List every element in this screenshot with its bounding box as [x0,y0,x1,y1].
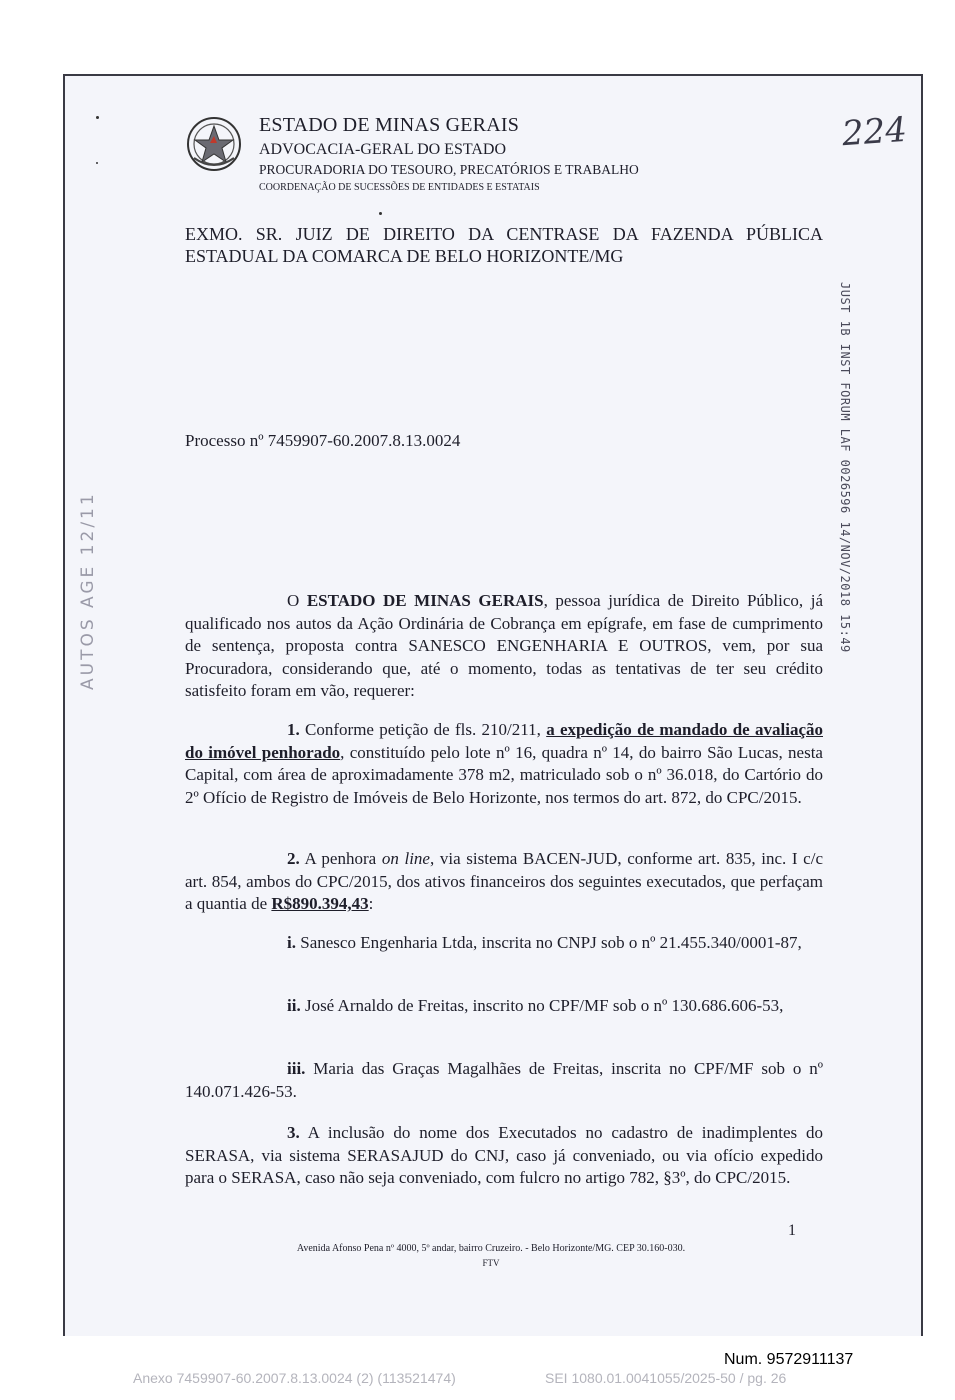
sub-item-i [185,932,823,955]
item-2-online: on line [381,849,430,868]
header-coordination: COORDENAÇÃO DE SUCESSÕES DE ENTIDADES E ESTATAIS [259,182,540,193]
sub-item-iii-number: iii. [287,1059,306,1078]
handwritten-page-number: 224 [840,109,909,155]
footer-initials: FTV [482,1258,500,1268]
item-2-after: : [368,894,374,913]
document-number: Num. 9572911137 [724,1351,854,1368]
sub-item-iii [185,1058,823,1103]
item-2-before: A penhora [299,849,382,868]
item-1-emphasis: a expedição de mandado de avaliação do imóvel penhorado [185,720,823,762]
addressee-line-1: EXMO. SR. JUIZ DE DIREITO DA CENTRASE DA FAZENDA PÚBLICA [185,224,823,244]
sub-item-ii [185,995,823,1018]
coat-of-arms-icon [186,116,242,172]
item-1-after: , constituído pelo lote nº 16, quadra nº 14, do bairro São Lucas, nesta Capital, com área de aproximadamente 378 m2, matriculado sob o nº 36.018, do Cartório do 2º Ofício de Registro de Imóveis de Belo Horizonte, nos termos do art. 872, do CPC/2015. [185,742,823,807]
protocol-stamp: JUST 1B INST FORUM LAF 0026596 14/NOV/2018 15:49 [838,282,852,653]
handwritten-margin-note: AUTOS AGE 12/11 [78,491,98,690]
item-3-number: 3. [287,1123,300,1142]
sub-item-i-text: Sanesco Engenharia Ltda, inscrita no CNPJ sob o nº 21.455.340/0001-87, [295,933,802,952]
item-1-before: Conforme petição de fls. 210/211, [299,720,547,739]
item-2-middle: , via sistema BACEN-JUD, conforme art. 835, inc. I c/c art. 854, ambos do CPC/2015, dos ativos financeiros dos seguintes executados, que perfaçam a quantia de [185,849,823,913]
item-2-paragraph [185,848,823,916]
intro-party: ESTADO DE MINAS GERAIS [306,591,544,610]
annex-reference: Anexo 7459907-60.2007.8.13.0024 (2) (113521474) [133,1370,456,1386]
item-2-amount: R$890.394,43 [271,894,369,913]
intro-prefix: O [287,591,307,610]
item-3-text: A inclusão do nome dos Executados no cadastro de inadimplentes do SERASA, via sistema SERASAJUD do CNJ, caso já conveniado, ou via ofício expedido para o SERASA, caso não seja conveniado, com fulcro no artigo 782, §3º, do CPC/2015. [185,1123,823,1187]
item-1-paragraph [185,719,823,809]
intro-paragraph [185,590,823,703]
header-state: ESTADO DE MINAS GERAIS [259,114,520,136]
sei-reference: SEI 1080.01.0041055/2025-50 / pg. 26 [545,1370,787,1386]
page-number: 1 [788,1222,796,1239]
addressee-line-2: ESTADUAL DA COMARCA DE BELO HORIZONTE/MG [185,246,624,266]
header-agency: ADVOCACIA-GERAL DO ESTADO [259,141,506,158]
scan-speck [379,212,382,215]
scan-speck [96,162,98,164]
item-3-paragraph [185,1122,823,1190]
sub-item-ii-text: José Arnaldo de Freitas, inscrito no CPF/MF sob o nº 130.686.606-53, [300,996,784,1015]
scan-speck [96,116,99,119]
process-number: Processo nº 7459907-60.2007.8.13.0024 [185,431,461,450]
intro-text: , pessoa jurídica de Direito Público, já qualificado nos autos da Ação Ordinária de Cobrança em epígrafe, em fase de cumprimento de sentença, proposta contra SANESCO ENGENHARIA E OUTROS, vem, por sua Procuradora, considerando que, até o momento, todas as tentativas de ter seu crédito satisfeito foram em vão, requerer: [185,591,823,700]
header-department: PROCURADORIA DO TESOURO, PRECATÓRIOS E TRABALHO [259,162,639,177]
item-1-number: 1. [287,720,300,739]
item-2-number: 2. [287,849,300,868]
sub-item-iii-text: Maria das Graças Magalhães de Freitas, inscrita no CPF/MF sob o nº 140.071.426-53. [185,1059,823,1101]
footer-address: Avenida Afonso Pena nº 4000, 5º andar, bairro Cruzeiro. - Belo Horizonte/MG. CEP 30.160-030. [296,1243,686,1254]
sub-item-i-number: i. [287,933,296,952]
sub-item-ii-number: ii. [287,996,301,1015]
